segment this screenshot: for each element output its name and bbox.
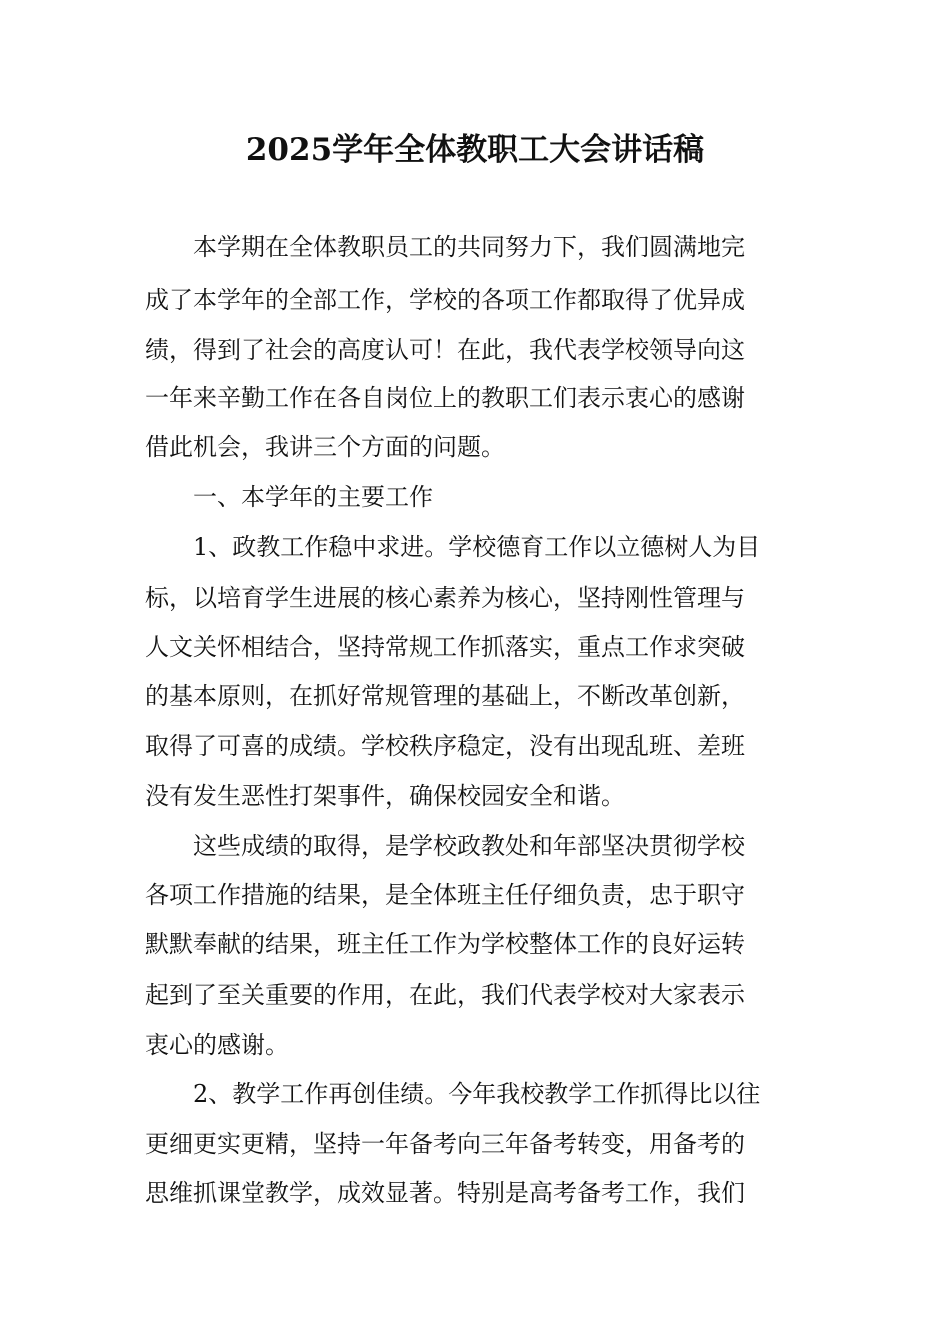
text-line: 标，以培育学生进展的核心素养为核心，坚持刚性管理与	[145, 584, 745, 612]
text-line: 起到了至关重要的作用，在此，我们代表学校对大家表示	[145, 981, 745, 1009]
text-line: 借此机会，我讲三个方面的问题。	[145, 433, 505, 461]
text-line: 1、政教工作稳中求进。学校德育工作以立德树人为目	[145, 533, 761, 561]
text-line: 一年来辛勤工作在各自岗位上的教职工们表示衷心的感谢	[145, 384, 745, 412]
document-title: 2025学年全体教职工大会讲话稿	[245, 132, 705, 168]
text-line: 2、教学工作再创佳绩。今年我校教学工作抓得比以往	[145, 1080, 761, 1108]
text-line: 各项工作措施的结果，是全体班主任仔细负责，忠于职守	[145, 881, 745, 909]
text-line: 人文关怀相结合，坚持常规工作抓落实，重点工作求突破	[145, 633, 745, 661]
text-line: 成了本学年的全部工作，学校的各项工作都取得了优异成	[145, 286, 745, 314]
text-line: 思维抓课堂教学，成效显著。特别是高考备考工作，我们	[145, 1179, 745, 1207]
text-line: 这些成绩的取得，是学校政教处和年部坚决贯彻学校	[145, 832, 745, 860]
text-line: 的基本原则，在抓好常规管理的基础上，不断改革创新，	[145, 682, 745, 710]
text-line: 更细更实更精，坚持一年备考向三年备考转变，用备考的	[145, 1130, 745, 1158]
section-heading: 一、本学年的主要工作	[145, 483, 433, 511]
text-line: 本学期在全体教职员工的共同努力下，我们圆满地完	[145, 233, 745, 261]
text-line: 衷心的感谢。	[145, 1031, 289, 1059]
text-line: 没有发生恶性打架事件，确保校园安全和谐。	[145, 782, 625, 810]
text-line: 绩，得到了社会的高度认可！在此，我代表学校领导向这	[145, 336, 745, 364]
text-line: 取得了可喜的成绩。学校秩序稳定，没有出现乱班、差班	[145, 732, 745, 760]
text-line: 默默奉献的结果，班主任工作为学校整体工作的良好运转	[145, 930, 745, 958]
